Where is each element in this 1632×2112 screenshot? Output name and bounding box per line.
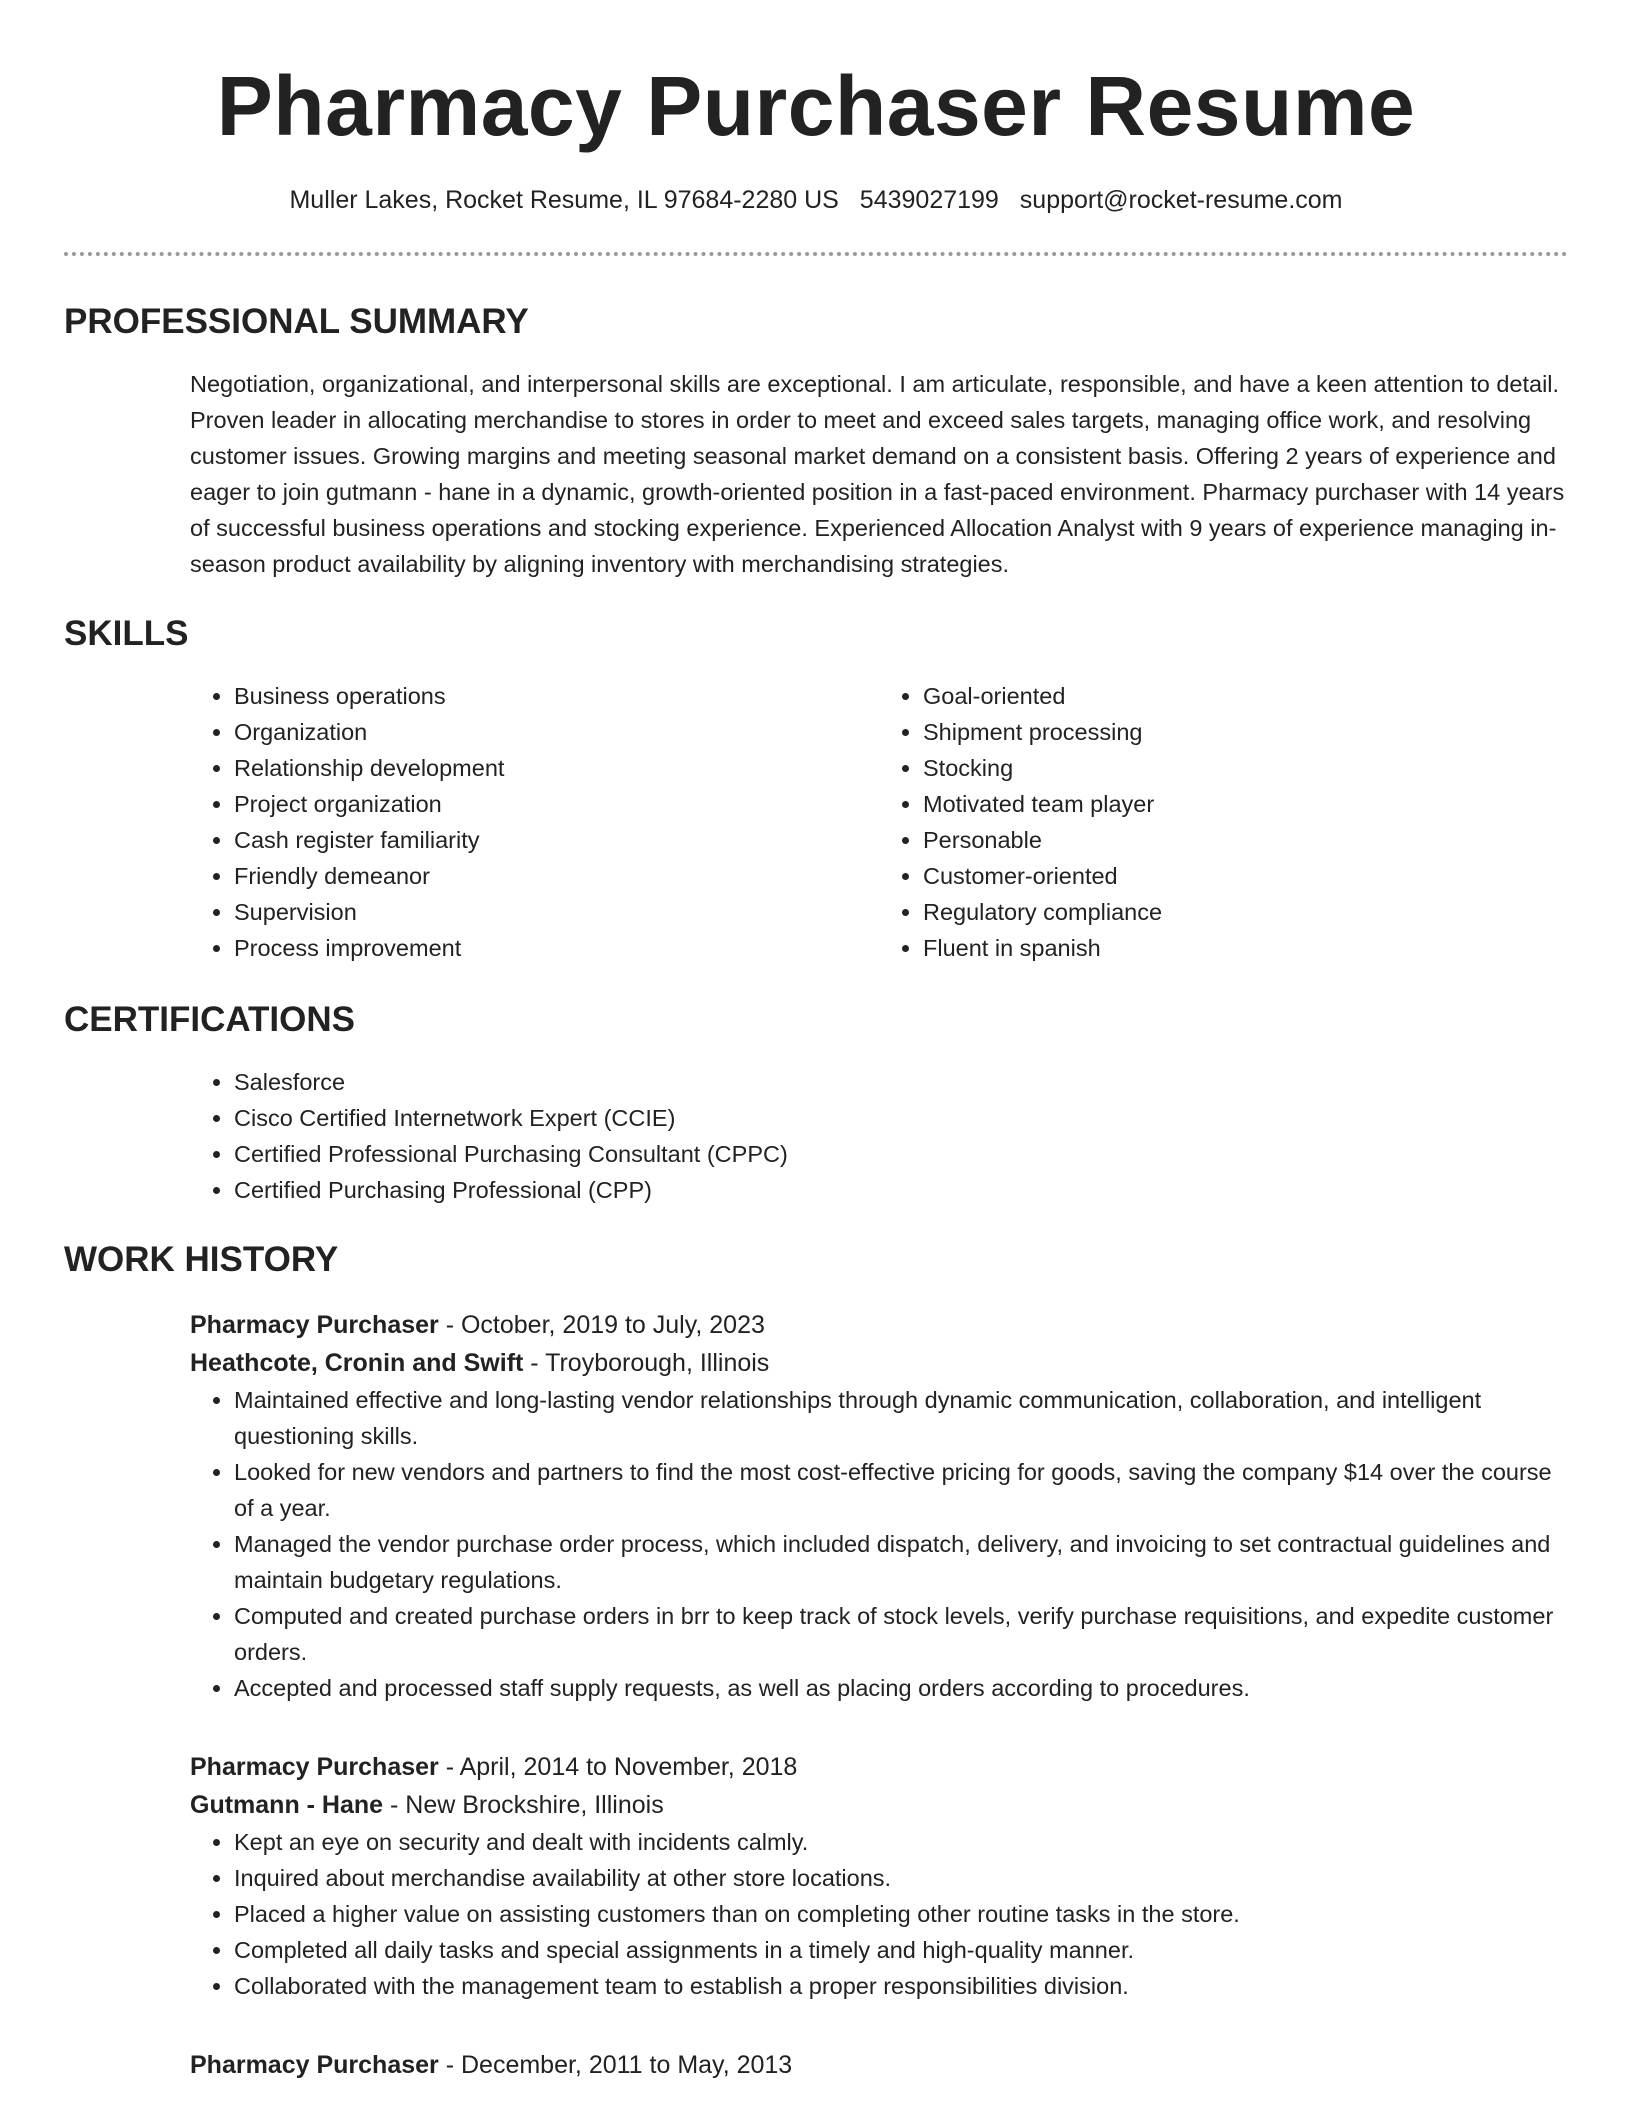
summary-text: Negotiation, organizational, and interpersonal skills are exceptional. I am articulate, responsible, and have a keen attention to detail. Proven leader in allocating merchandise to stores in order to meet and exceed sales targets, managing office work, and resolving customer issues. Growing margins and meeting seasonal market demand on a consistent basis. Offering 2 years of experience and eager to join gutmann - hane in a dynamic, growth-oriented position in a fast-paced environment. Pharmacy purchaser with 14 years of successful business operations and stocking experience. Experienced Allocation Analyst with 9 years of experience managing in-season product availability by aligning inventory with merchandising strategies. bbox=[190, 371, 1565, 577]
summary-section bbox=[64, 300, 1568, 582]
job-title: Pharmacy Purchaser bbox=[190, 1311, 439, 1339]
skill-item: • Supervision bbox=[234, 894, 879, 930]
job-dates: - October, 2019 to July, 2023 bbox=[438, 1311, 765, 1339]
job-company: Heathcote, Cronin and Swift bbox=[190, 1349, 524, 1377]
job-bullets bbox=[190, 1824, 1568, 2004]
certification-item: • Certified Purchasing Professional (CPP) bbox=[234, 1172, 1568, 1208]
skill-item: • Relationship development bbox=[234, 750, 879, 786]
job-bullet: • Maintained effective and long-lasting vendor relationships through dynamic communication, collaboration, and intelligent questioning skills. bbox=[234, 1382, 1568, 1454]
contact-address: Muller Lakes, Rocket Resume, IL 97684-2280 US bbox=[289, 186, 839, 214]
skill-item: • Shipment processing bbox=[923, 714, 1568, 750]
contact-phone: 5439027199 bbox=[859, 186, 999, 214]
resume-title: Pharmacy Purchaser Resume bbox=[216, 59, 1416, 153]
job-title: Pharmacy Purchaser bbox=[190, 2051, 439, 2079]
job-bullet: • Computed and created purchase orders in brr to keep track of stock levels, verify purchase requisitions, and expedite customer orders. bbox=[234, 1598, 1568, 1670]
skill-item: • Goal-oriented bbox=[923, 678, 1568, 714]
job-title-line bbox=[190, 2046, 1568, 2084]
job-location: - Troyborough, Illinois bbox=[523, 1349, 770, 1377]
certification-item: • Salesforce bbox=[234, 1064, 1568, 1100]
certifications-section bbox=[64, 998, 1568, 1208]
job-bullet: • Collaborated with the management team to establish a proper responsibilities division. bbox=[234, 1968, 1568, 2004]
skill-item: • Organization bbox=[234, 714, 879, 750]
skills-heading: SKILLS bbox=[64, 614, 189, 653]
certifications-list bbox=[190, 1064, 1568, 1208]
job-dates: - April, 2014 to November, 2018 bbox=[438, 1753, 798, 1781]
job-location: - New Brockshire, Illinois bbox=[383, 1791, 664, 1819]
skills-list-right bbox=[879, 678, 1568, 966]
skill-item: • Process improvement bbox=[234, 930, 879, 966]
resume-page bbox=[64, 0, 1568, 2084]
job-title-line bbox=[190, 1306, 1568, 1344]
skill-item: • Customer-oriented bbox=[923, 858, 1568, 894]
job-bullet: • Accepted and processed staff supply requests, as well as placing orders according to procedures. bbox=[234, 1670, 1568, 1706]
job-company-line bbox=[190, 1344, 1568, 1382]
skills-list-left bbox=[190, 678, 879, 966]
job-bullet: • Looked for new vendors and partners to find the most cost-effective pricing for goods, saving the company $14 over the course of a year. bbox=[234, 1454, 1568, 1526]
skill-item: • Business operations bbox=[234, 678, 879, 714]
skill-item: • Stocking bbox=[923, 750, 1568, 786]
job-entry bbox=[190, 2046, 1568, 2084]
summary-heading: PROFESSIONAL SUMMARY bbox=[64, 302, 529, 341]
skill-item: • Personable bbox=[923, 822, 1568, 858]
skill-item: • Motivated team player bbox=[923, 786, 1568, 822]
certification-item: • Cisco Certified Internetwork Expert (CCIE) bbox=[234, 1100, 1568, 1136]
job-title-line bbox=[190, 1748, 1568, 1786]
work-history-section bbox=[64, 1238, 1568, 2084]
job-entry bbox=[190, 1306, 1568, 1706]
contact-email: support@rocket-resume.com bbox=[1019, 186, 1343, 214]
header-divider bbox=[64, 252, 1568, 256]
job-company: Gutmann - Hane bbox=[190, 1791, 384, 1819]
skill-item: • Cash register familiarity bbox=[234, 822, 879, 858]
job-title: Pharmacy Purchaser bbox=[190, 1753, 439, 1781]
job-bullet: • Managed the vendor purchase order process, which included dispatch, delivery, and invoicing to set contractual guidelines and maintain budgetary regulations. bbox=[234, 1526, 1568, 1598]
job-bullet: • Placed a higher value on assisting customers than on completing other routine tasks in the store. bbox=[234, 1896, 1568, 1932]
contact-line bbox=[64, 184, 1568, 216]
certifications-heading: CERTIFICATIONS bbox=[64, 1000, 356, 1039]
certification-item: • Certified Professional Purchasing Consultant (CPPC) bbox=[234, 1136, 1568, 1172]
certifications-bullets bbox=[190, 1064, 1568, 1208]
job-company-line bbox=[190, 1786, 1568, 1824]
job-bullet: • Inquired about merchandise availability at other store locations. bbox=[234, 1860, 1568, 1896]
job-entry bbox=[190, 1748, 1568, 2004]
job-bullets bbox=[190, 1382, 1568, 1706]
skill-item: • Friendly demeanor bbox=[234, 858, 879, 894]
skill-item: • Regulatory compliance bbox=[923, 894, 1568, 930]
job-bullet: • Completed all daily tasks and special assignments in a timely and high-quality manner. bbox=[234, 1932, 1568, 1968]
work-history-heading: WORK HISTORY bbox=[64, 1240, 339, 1279]
job-dates: - December, 2011 to May, 2013 bbox=[438, 2051, 793, 2079]
skills-section bbox=[64, 612, 1568, 966]
skills-grid bbox=[190, 678, 1568, 966]
job-bullet: • Kept an eye on security and dealt with incidents calmly. bbox=[234, 1824, 1568, 1860]
skill-item: • Project organization bbox=[234, 786, 879, 822]
skill-item: • Fluent in spanish bbox=[923, 930, 1568, 966]
